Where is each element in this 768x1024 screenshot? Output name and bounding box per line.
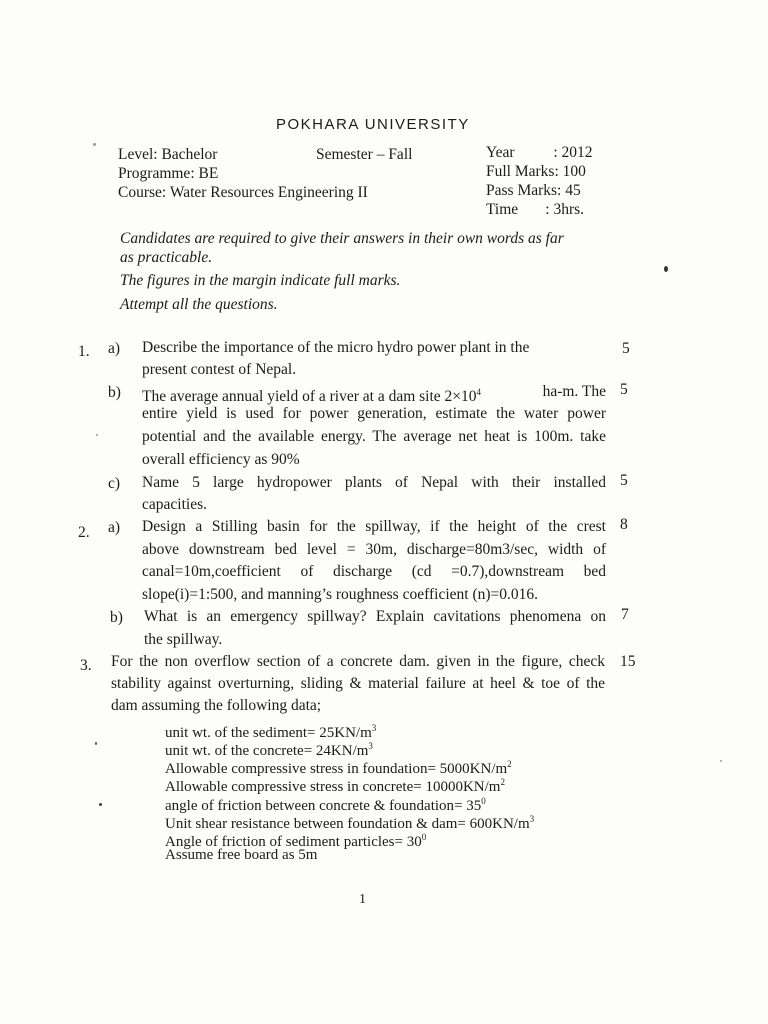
- programme-label: Programme: BE: [118, 165, 219, 182]
- question-text-line: potential and the available energy. The average net heat is 100m. take: [142, 428, 606, 445]
- scan-speck: [96, 434, 98, 436]
- instruction-line: Attempt all the questions.: [120, 296, 278, 313]
- data-item: angle of friction between concrete & foundation= $35^0$: [165, 796, 486, 814]
- question-text-line: present contest of Nepal.: [142, 361, 297, 378]
- subquestion-label: b): [110, 609, 123, 626]
- marks-label: 8: [620, 516, 628, 533]
- pass-marks-label: Pass Marks: 45: [486, 182, 581, 199]
- university-title: POKHARA UNIVERSITY: [276, 116, 470, 133]
- question-text-line: Describe the importance of the micro hydro power plant in the: [142, 339, 530, 356]
- question-text-line: slope(i)=1:500, and manning’s roughness coefficient (n)=0.016.: [142, 586, 539, 603]
- question-number: 1.: [78, 343, 90, 360]
- question-text-line: above downstream bed level = 30m, discharge=80m3/sec, width of: [142, 541, 606, 558]
- question-text-line: What is an emergency spillway? Explain cavitations phenomena on: [144, 608, 606, 625]
- instruction-line: as practicable.: [120, 249, 213, 266]
- question-text-line: capacities.: [142, 496, 207, 513]
- question-text-line: The average annual yield of a river at a dam site $2\times 10^4$ ha-m. The: [142, 383, 606, 406]
- scan-speck: [664, 266, 668, 272]
- question-text-line: For the non overflow section of a concrete dam. given in the figure, check: [111, 653, 605, 670]
- marks-label: 7: [621, 606, 629, 623]
- data-item: Allowable compressive stress in concrete= $10000KN/m^2$: [165, 777, 505, 795]
- subquestion-label: a): [108, 340, 121, 357]
- question-text-line: the spillway.: [144, 631, 223, 648]
- question-text-line: dam assuming the following data;: [111, 697, 322, 714]
- question-text-line: canal=10m,coefficient of discharge (cd =0.7),downstream bed: [142, 563, 606, 580]
- instruction-line: Candidates are required to give their answers in their own words as far: [120, 230, 564, 247]
- scan-speck: [93, 143, 96, 146]
- page-number: 1: [359, 892, 366, 907]
- data-item: Angle of friction of sediment particles= $30^0$: [165, 832, 427, 850]
- course-label: Course: Water Resources Engineering II: [118, 184, 368, 201]
- marks-label: 15: [620, 653, 636, 670]
- time-label: Time : 3hrs.: [486, 201, 585, 218]
- marks-label: 5: [620, 472, 628, 489]
- level-label: Level: Bachelor: [118, 146, 218, 163]
- question-text-line: Design a Stilling basin for the spillway, if the height of the crest: [142, 518, 606, 535]
- scan-speck: [720, 760, 722, 762]
- data-item: Allowable compressive stress in foundation= $5000KN/m^2$: [165, 759, 512, 777]
- question-number: 3.: [80, 657, 92, 674]
- subquestion-label: b): [108, 384, 121, 401]
- question-text-line: entire yield is used for power generation, estimate the water power: [142, 405, 606, 422]
- data-item: unit wt. of the sediment= $25KN/m^3$: [165, 723, 377, 741]
- subquestion-label: a): [108, 519, 121, 536]
- semester-label: Semester – Fall: [316, 146, 413, 163]
- scan-speck: [99, 803, 102, 806]
- instruction-line: The figures in the margin indicate full marks.: [120, 272, 401, 289]
- subquestion-label: c): [108, 475, 121, 492]
- marks-label: 5: [622, 340, 630, 357]
- question-text-line: Name 5 large hydropower plants of Nepal with their installed: [142, 474, 606, 491]
- year-label: Year : 2012: [486, 144, 593, 161]
- full-marks-label: Full Marks: 100: [486, 163, 586, 180]
- scan-speck: [95, 742, 97, 745]
- question-text-line: overall efficiency as 90%: [142, 451, 300, 468]
- data-item: unit wt. of the concrete= $24KN/m^3$: [165, 741, 373, 759]
- question-text-line: stability against overturning, sliding & material failure at heel & toe of the: [111, 675, 605, 692]
- marks-label: 5: [620, 381, 628, 398]
- data-item: Unit shear resistance between foundation & $dam= 600KN/m^3$: [165, 814, 535, 832]
- data-item: Assume free board as 5m: [165, 847, 318, 863]
- question-number: 2.: [78, 524, 90, 541]
